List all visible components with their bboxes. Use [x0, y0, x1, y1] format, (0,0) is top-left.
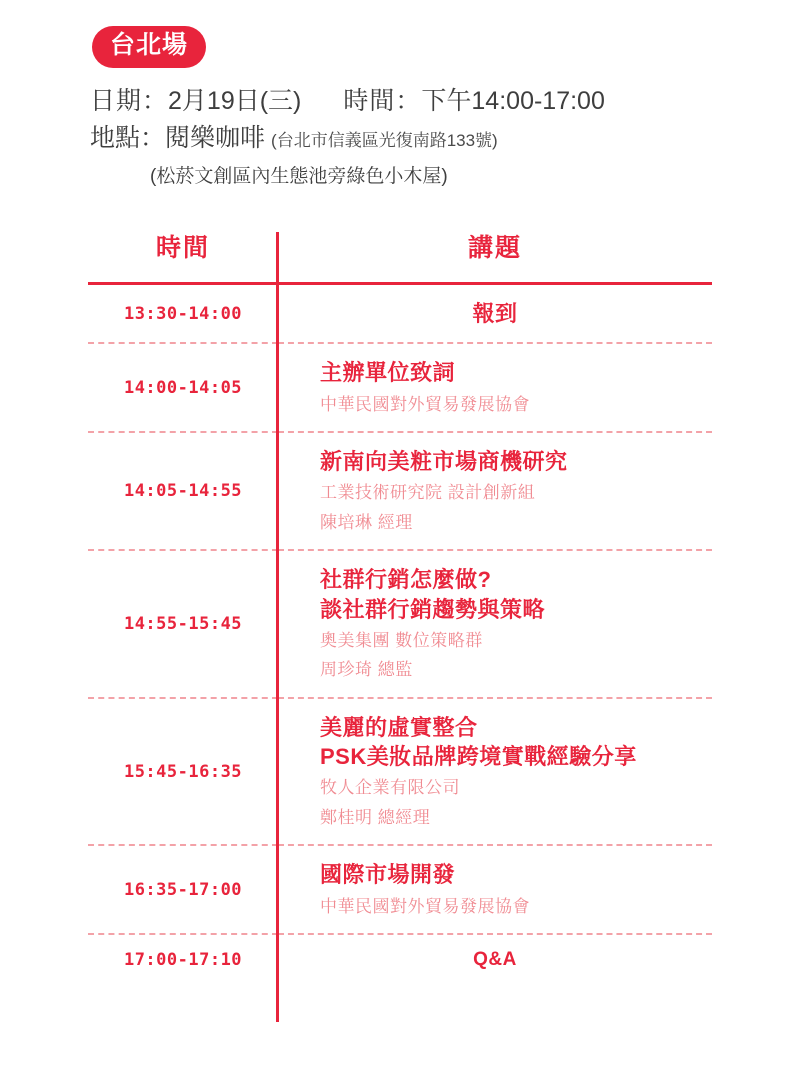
- table-row: [88, 343, 712, 432]
- venue-line: [0, 120, 800, 158]
- row-subtitle: 牧人企業有限公司: [320, 778, 460, 798]
- table-row: [88, 432, 712, 550]
- table-row: [88, 284, 712, 344]
- row-topic: [278, 343, 712, 432]
- table-header-row: [88, 222, 712, 282]
- agenda-rows: [88, 284, 712, 986]
- row-title: 主辦單位致詞: [320, 360, 456, 386]
- table-row: [88, 934, 712, 985]
- row-title: 報到: [472, 301, 518, 327]
- col-header-time: 時間: [155, 234, 210, 263]
- row-time: 14:00-14:05: [88, 343, 278, 432]
- row-topic: [278, 432, 712, 550]
- venue-label: 地點：: [90, 124, 166, 153]
- row-title: 社群行銷怎麼做?: [320, 567, 492, 593]
- row-time: 15:45-16:35: [88, 698, 278, 846]
- row-time: 13:30-14:00: [123, 303, 243, 324]
- venue-address: (台北市信義區光復南路133號): [271, 131, 498, 151]
- venue-note: (松菸文創區內生態池旁綠色小木屋): [150, 165, 448, 187]
- venue-value: 閱樂咖啡: [165, 124, 266, 153]
- date-label: 日期：: [90, 86, 169, 115]
- agenda-table: [88, 222, 712, 985]
- row-topic: [278, 698, 712, 846]
- row-subtitle: 工業技術研究院 設計創新組: [320, 483, 536, 503]
- column-divider: [276, 232, 279, 1022]
- row-time: 16:35-17:00: [88, 845, 278, 934]
- date-value: 2月19日(三): [168, 86, 302, 115]
- row-subtitle: 奧美集團 數位策略群: [320, 630, 483, 650]
- date-time-line: [0, 82, 800, 121]
- row-subtitle: 中華民國對外貿易發展協會: [320, 394, 530, 414]
- row-speaker: 陳培琳 經理: [320, 512, 413, 532]
- row-title: 新南向美粧市場商機研究: [320, 449, 568, 475]
- row-title-line2: PSK美妝品牌跨境實戰經驗分享: [320, 744, 637, 770]
- row-topic: [278, 550, 712, 698]
- row-speaker: 周珍琦 總監: [320, 660, 413, 680]
- row-topic: [278, 934, 712, 985]
- row-title: 國際市場開發: [320, 862, 456, 888]
- table-row: [88, 845, 712, 934]
- badge-row: [0, 26, 800, 68]
- row-time: 17:00-17:10: [88, 934, 278, 985]
- row-title: 美麗的虛實整合: [320, 714, 478, 740]
- table-row: [88, 698, 712, 846]
- time-value: 下午14:00-17:00: [421, 86, 605, 115]
- agenda-table-wrap: [0, 222, 800, 985]
- table-row: [88, 550, 712, 698]
- row-topic: [278, 845, 712, 934]
- row-time: 14:55-15:45: [88, 550, 278, 698]
- event-header: [0, 0, 800, 192]
- row-time: 14:05-14:55: [88, 432, 278, 550]
- row-subtitle: 中華民國對外貿易發展協會: [320, 896, 530, 916]
- location-badge: 台北場: [92, 26, 206, 68]
- time-label: 時間：: [343, 86, 422, 115]
- row-speaker: 鄭桂明 總經理: [320, 807, 431, 827]
- col-header-topic: 講題: [467, 234, 522, 263]
- row-title-line2: 談社群行銷趨勢與策略: [320, 596, 546, 622]
- row-topic: [278, 284, 712, 344]
- row-title: Q&A: [473, 949, 517, 971]
